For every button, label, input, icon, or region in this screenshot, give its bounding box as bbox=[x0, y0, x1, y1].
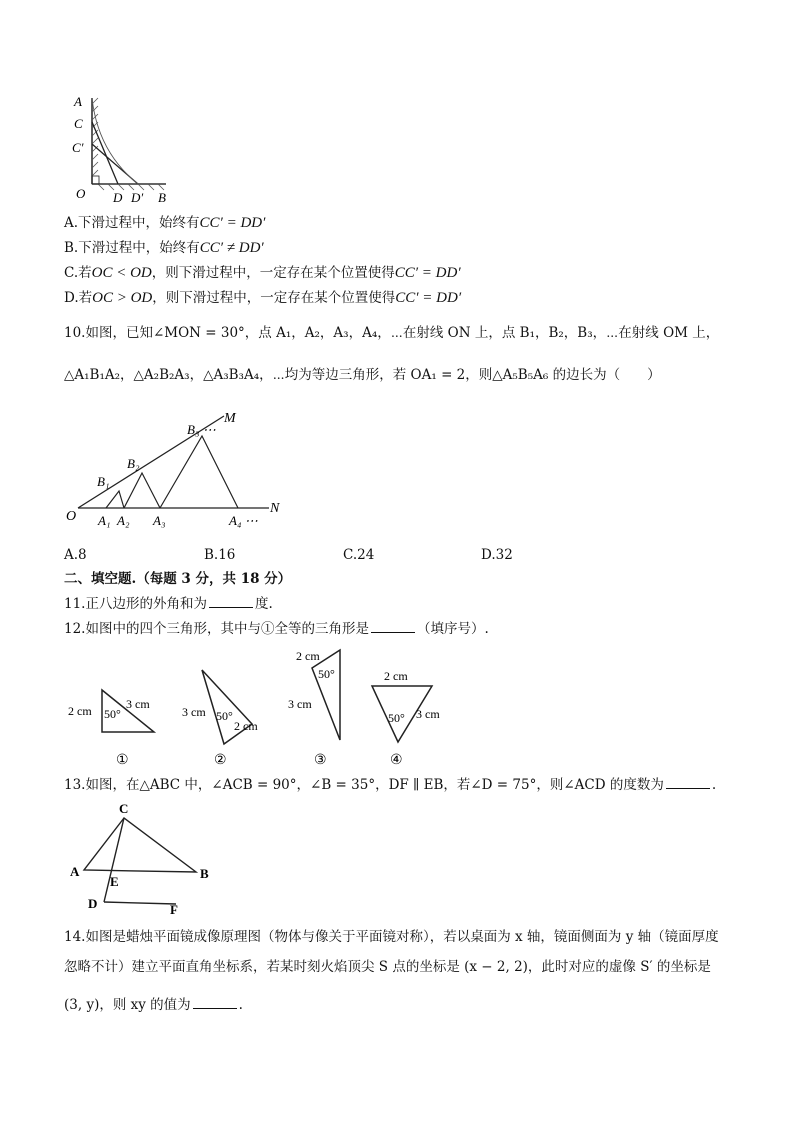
q13-label-D: D bbox=[88, 896, 98, 911]
q12-fig4-label-2: 3 cm bbox=[416, 707, 440, 721]
q9-option-c-condition: OC < OD bbox=[91, 265, 152, 281]
q9-option-d-math: CC′ = DD′ bbox=[395, 290, 462, 306]
q12-text: 12.如图中的四个三角形，其中与①全等的三角形是 bbox=[64, 621, 369, 637]
q10-label-B3: B₃ ⋯ bbox=[187, 422, 216, 437]
q10-label-A2: A₂ bbox=[117, 513, 130, 528]
q13-label-B: B bbox=[200, 866, 209, 881]
q9-option-c-math: CC′ = DD′ bbox=[394, 265, 461, 281]
q12-fig2-label-1: 50° bbox=[216, 709, 233, 723]
q9-option-b-math: CC′ ≠ DD′ bbox=[199, 240, 264, 256]
q14-text-line2: 忽略不计）建立平面直角坐标系，若某时刻火焰顶尖 S 点的坐标是 (x − 2, 2)，此时对应的虚像 S′ 的坐标是 bbox=[64, 959, 711, 975]
q14-text-line1: 14.如图是蜡烛平面镜成像原理图（物体与像关于平面镜对称），若以桌面为 x 轴，镜面侧面为 y 轴（镜面厚度 bbox=[64, 929, 719, 945]
section-heading-fill-in: 二、填空题.（每题 3 分，共 18 分） bbox=[64, 571, 292, 587]
q14-answer-blank[interactable] bbox=[193, 996, 237, 1009]
q10-option-b: B.16 bbox=[204, 547, 236, 563]
q12-text-end: （填序号）. bbox=[416, 621, 489, 637]
q13-text-end: . bbox=[711, 777, 717, 793]
q9-option-b-text: B.下滑过程中，始终有 bbox=[64, 240, 200, 256]
q9-label-D: D bbox=[113, 190, 123, 205]
q9-option-b bbox=[64, 239, 264, 257]
q12-fig1-label-1: 50° bbox=[104, 707, 121, 721]
q12-fig4-label-0: 2 cm bbox=[384, 669, 408, 683]
q9-label-C-prime: C′ bbox=[72, 140, 84, 155]
q14-text-end: . bbox=[238, 997, 243, 1013]
q10-text-line2: △A₁B₁A₂，△A₂B₂A₃，△A₃B₃A₄，⋯均为等边三角形，若 OA₁ = 2，则△A₅B₅A₆ 的边长为（ ） bbox=[64, 367, 661, 383]
q13-label-A: A bbox=[70, 864, 80, 879]
q14-question-line3 bbox=[64, 996, 243, 1014]
q9-figure bbox=[68, 92, 183, 207]
q12-fig2-num: ② bbox=[214, 753, 227, 768]
q12-figures bbox=[64, 644, 454, 768]
q10-option-a: A.8 bbox=[64, 547, 87, 563]
q9-option-a bbox=[64, 214, 265, 232]
q9-option-a-text: A.下滑过程中，始终有 bbox=[64, 215, 200, 231]
q13-figure bbox=[64, 800, 224, 920]
q10-label-M: M bbox=[224, 411, 236, 426]
q13-label-E: E bbox=[110, 874, 119, 889]
q10-text-line1: 10.如图，已知∠MON = 30°，点 A₁，A₂，A₃，A₄，⋯在射线 ON 上，点 B₁，B₂，B₃，⋯在射线 OM 上， bbox=[64, 325, 720, 341]
q9-label-A: A bbox=[74, 94, 82, 109]
q9-label-B: B bbox=[158, 190, 166, 205]
q10-option-c: C.24 bbox=[343, 547, 375, 563]
q10-label-O: O bbox=[66, 509, 77, 524]
q10-figure bbox=[64, 408, 294, 533]
q9-label-D-prime: D′ bbox=[131, 190, 144, 205]
q9-option-d bbox=[64, 289, 461, 307]
q10-label-N: N bbox=[270, 501, 280, 516]
q12-fig2-label-2: 2 cm bbox=[234, 719, 258, 733]
q9-label-C: C bbox=[74, 116, 83, 131]
q9-option-d-text: D.若 bbox=[64, 290, 93, 306]
q12-fig4-label-1: 50° bbox=[388, 711, 405, 725]
q10-label-B1: B₁ bbox=[97, 474, 110, 489]
q11-text: 11.正八边形的外角和为 bbox=[64, 596, 207, 612]
q13-label-F: F bbox=[170, 902, 178, 917]
q9-option-c bbox=[64, 264, 461, 282]
q13-text: 13.如图，在△ABC 中，∠ACB = 90°，∠B = 35°，DF ∥ EB，若∠D = 75°，则∠ACD 的度数为 bbox=[64, 777, 664, 793]
q12-question bbox=[64, 620, 489, 638]
q12-answer-blank[interactable] bbox=[371, 620, 415, 633]
q10-label-B2: B₂ bbox=[127, 456, 140, 471]
q9-option-d-condition: OC > OD bbox=[92, 290, 153, 306]
q9-label-O: O bbox=[76, 186, 86, 201]
q12-fig1-num: ① bbox=[116, 753, 129, 768]
q12-fig3-label-2: 3 cm bbox=[288, 697, 312, 711]
q10-label-A1: A₁ bbox=[98, 513, 111, 528]
q14-text-line3: (3, y)，则 xy 的值为 bbox=[64, 997, 191, 1013]
q9-option-a-math: CC′ = DD′ bbox=[199, 215, 266, 231]
q11-text-end: 度. bbox=[254, 596, 273, 612]
q10-label-A3: A₃ bbox=[153, 513, 166, 528]
q12-fig1-label-2: 3 cm bbox=[126, 697, 150, 711]
q12-fig1-label-0: 2 cm bbox=[68, 704, 92, 718]
q10-label-A4: A₄ ⋯ bbox=[229, 513, 258, 528]
q9-option-d-mid: ，则下滑过程中，一定存在某个位置使得 bbox=[152, 290, 396, 306]
q13-question bbox=[64, 776, 716, 794]
q13-answer-blank[interactable] bbox=[666, 776, 710, 789]
q9-option-c-mid: ，则下滑过程中，一定存在某个位置使得 bbox=[151, 265, 395, 281]
q12-fig4-num: ④ bbox=[390, 753, 403, 768]
q10-option-d: D.32 bbox=[481, 547, 513, 563]
q9-option-c-text: C.若 bbox=[64, 265, 92, 281]
q11-question bbox=[64, 595, 273, 613]
q13-label-C: C bbox=[119, 801, 129, 816]
q12-fig3-label-1: 50° bbox=[318, 667, 335, 681]
q12-fig2-label-0: 3 cm bbox=[182, 705, 206, 719]
q11-answer-blank[interactable] bbox=[209, 595, 253, 608]
q12-fig3-num: ③ bbox=[314, 753, 327, 768]
q12-fig3-label-0: 2 cm bbox=[296, 649, 320, 663]
